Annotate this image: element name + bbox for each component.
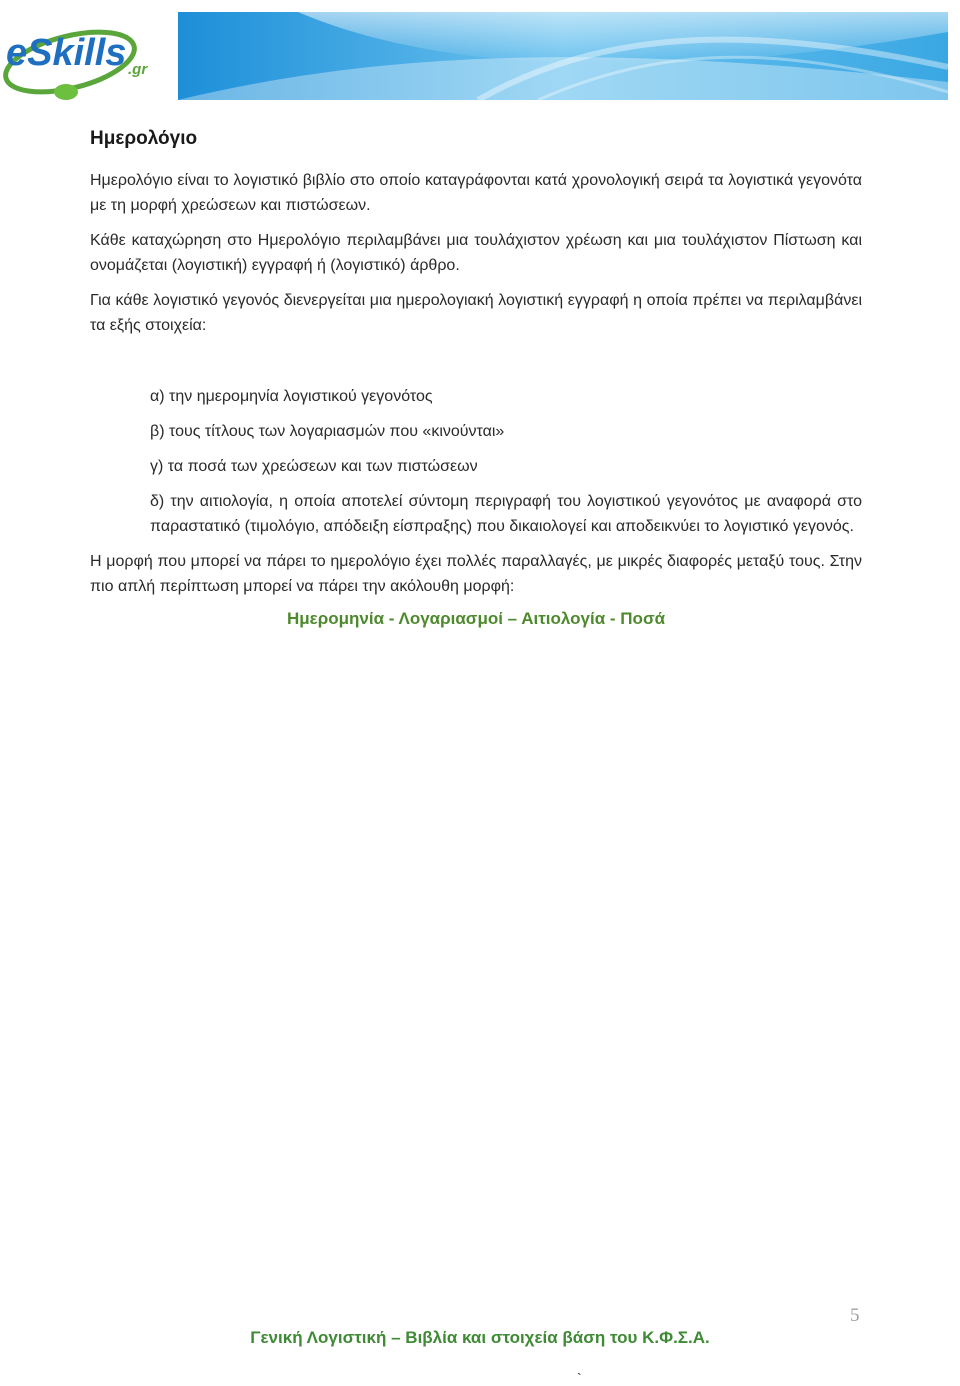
section-title: Ημερολόγιο (90, 128, 198, 149)
document-body (90, 128, 862, 629)
logo-wordmark: eSkills (6, 32, 127, 74)
journal-format-formula: Ημερομηνία - Λογαριασμοί – Αιτιολογία - Ποσά (286, 609, 666, 628)
footer-title: Γενική Λογιστική – Βιβλία και στοιχεία βάση του Κ.Φ.Σ.Α. (250, 1328, 710, 1347)
eskills-logo (0, 10, 170, 105)
paragraph: Για κάθε λογιστικό γεγονός διενεργείται μια ημερολογιακή λογιστική εγγραφή η οποία πρέπει να περιλαμβάνει τα εξής στοιχεία: (90, 292, 862, 334)
logo-suffix: .gr (128, 61, 148, 78)
closing-paragraph: Η μορφή που μπορεί να πάρει το ημερολόγιο έχει πολλές παραλλαγές, με μικρές διαφορές μεταξύ τους. Στην πιο απλή περίπτωση μπορεί να πάρει την ακόλουθη μορφή: (90, 553, 862, 595)
paragraph: Κάθε καταχώρηση στο Ημερολόγιο περιλαμβάνει μια τουλάχιστον χρέωση και μια τουλάχιστον Πίστωση και ονομάζεται (λογιστική) εγγραφή ή (λογιστικό) άρθρο. (90, 232, 862, 274)
page-number: 5 (850, 1305, 860, 1326)
list-item: δ) την αιτιολογία, η οποία αποτελεί σύντομη περιγραφή του λογιστικού γεγονότος με αναφορά στο παραστατικό (τιμολόγιο, απόδειξη είσπραξης) που δικαιολογεί και αποδεικνύει το λογιστικό γεγονός. (150, 493, 862, 535)
list-item: γ) τα ποσά των χρεώσεων και των πιστώσεων (150, 458, 478, 475)
list-item: β) τους τίτλους των λογαριασμών που «κινούνται» (150, 423, 505, 440)
page-header (0, 0, 960, 110)
stray-mark: ` (577, 1370, 582, 1386)
paragraph: Ημερολόγιο είναι το λογιστικό βιβλίο στο οποίο καταγράφονται κατά χρονολογική σειρά τα λογιστικά γεγονότα με τη μορφή χρεώσεων και πιστώσεων. (90, 172, 862, 214)
header-banner (178, 12, 948, 100)
list-item: α) την ημερομηνία λογιστικού γεγονότος (150, 388, 433, 405)
element-list (150, 384, 862, 539)
